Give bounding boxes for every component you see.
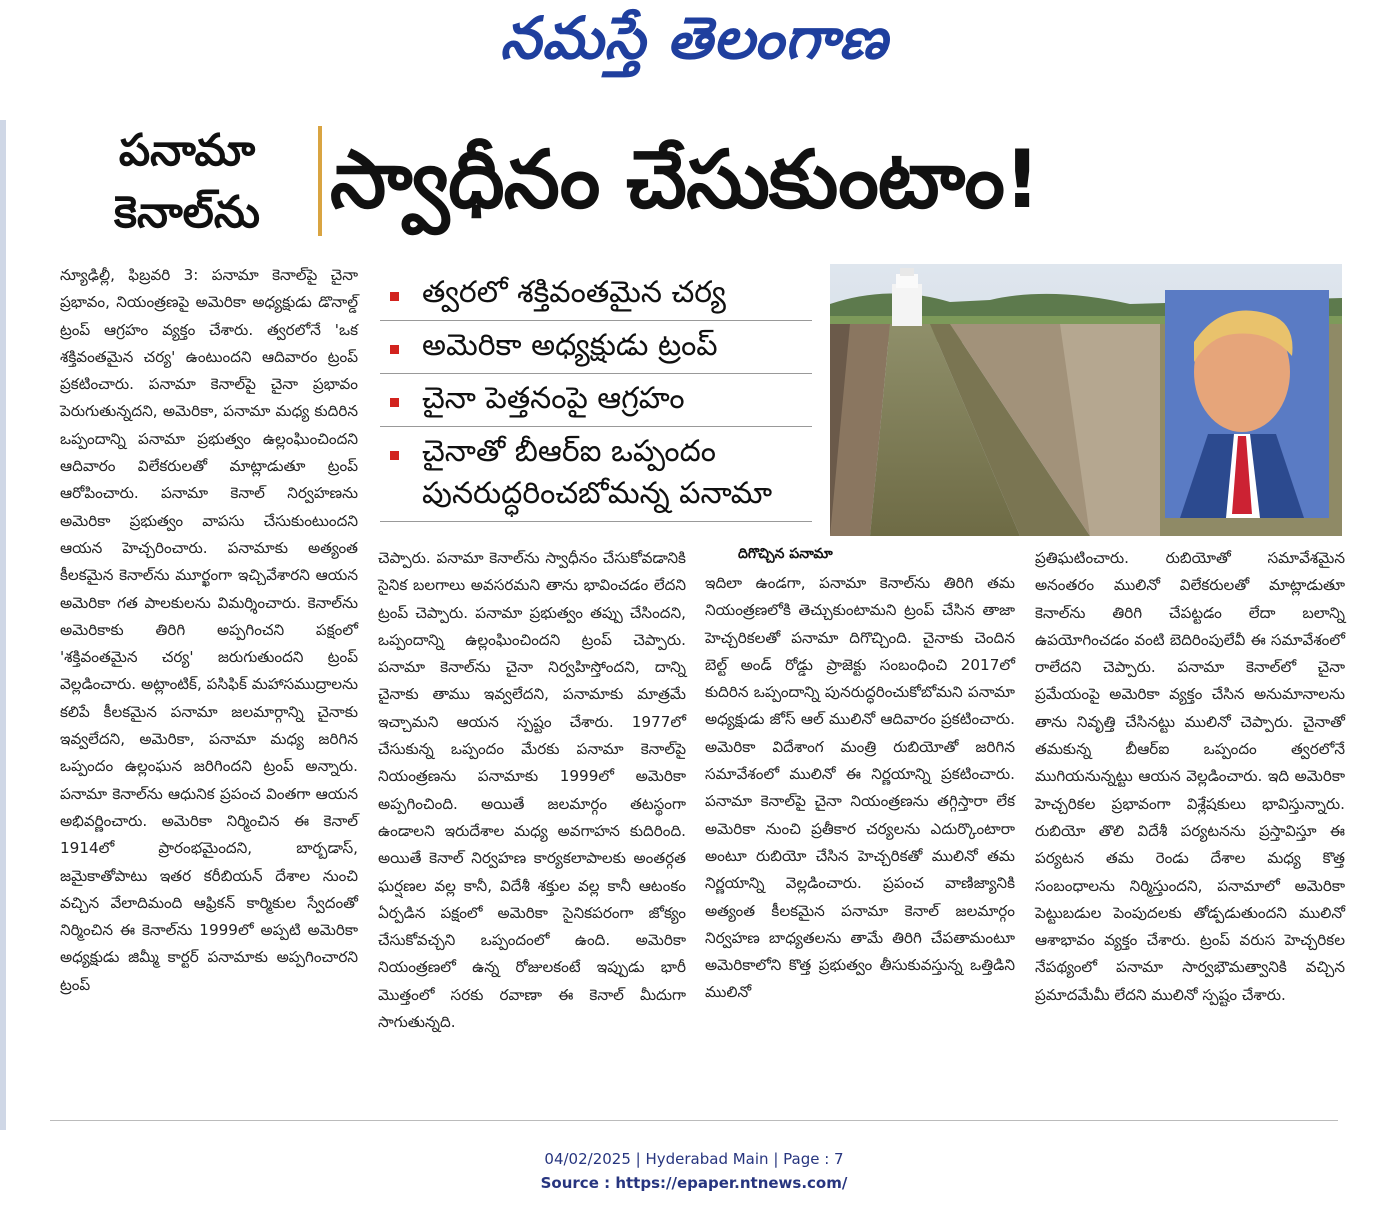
footer-date: 04/02/2025 [544,1150,631,1168]
footer-page: Page : 7 [783,1150,844,1168]
bullet-icon [390,292,399,301]
page-footer [0,1147,1388,1195]
article-column-4: ప్రతిఘటించారు. రుబియోతో సమావేశమైన అనంతరం ములినో విలేకరులతో మాట్లాడుతూ కెనాల్‌ను తిరిగి చేపట్టడం లేదా బలాన్ని ఉపయోగించడం వంటి బెదిరింపులేవీ ఈ సమావేశంలో రాలేదని చెప్పారు. పనామా కెనాల్‌లో చైనా ప్రమేయంపై అమెరికా వ్యక్తం చేసిన అనుమానాలను తాను నివృత్తి చేసినట్టు ములినో చెప్పారు. చైనాతో తమకున్న బీఆర్‌ఐ ఒప్పందం త్వరలోనే ముగియనున్నట్టు ఆయన వెల్లడించారు. ఇది అమెరికా హెచ్చరికల ప్రభావంగా విశ్లేషకులు భావిస్తున్నారు. రుబియో తొలి విదేశీ పర్యటనను ప్రస్తావిస్తూ ఈ పర్యటన తమ రెండు దేశాల మధ్య కొత్త సంబంధాలను నిర్మిస్తుందని, పనామాలో అమెరికా పెట్టుబడుల పెంపుదలకు తోడ్పడుతుందని ములినో ఆశాభావం వ్యక్తం చేశారు. ట్రంప్ వరుస హెచ్చరికల నేపథ్యంలో పనామా సార్వభౌమత్వానికి వచ్చిన ప్రమాదమేమీ లేదని ములినో స్పష్టం చేశారు. [1035,549,1345,1004]
highlight-item [380,374,812,427]
highlight-text: చైనా పెత్తనంపై ఆగ్రహం [422,381,685,416]
highlight-text: చైనాతో బీఆర్‌ఐ ఒప్పందం పునరుద్ధరించబోమన్న పనామా [422,434,773,511]
article-kicker [58,120,316,244]
highlight-text: అమెరికా అధ్యక్షుడు ట్రంప్ [422,328,718,363]
kicker-line-1: పనామా [118,125,256,176]
footer-info: 04/02/2025 | Hyderabad Main | Page : 7 [544,1150,844,1168]
ship-canal-photo [830,264,1342,536]
article-column-2: చెప్పారు. పనామా కెనాల్‌ను స్వాధీనం చేసుకోవడానికి సైనిక బలగాలు అవసరమని తాను భావించడం లేదని ట్రంప్ చెప్పారు. పనామా ప్రభుత్వం తప్పు చేసిందని, ఒప్పందాన్ని ఉల్లంఘించిందని ట్రంప్ చెప్పారు. పనామా కెనాల్‌ను చైనా నిర్వహిస్తోందని, దాన్ని చైనాకు తాము ఇవ్వలేదని, పనామాకు మాత్రమే ఇచ్చామని ఆయన స్పష్టం చేశారు. 1977లో చేసుకున్న ఒప్పందం మేరకు పనామా కెనాల్‌పై నియంత్రణను పనామాకు 1999లో అమెరికా అప్పగించింది. అయితే జలమార్గం తటస్థంగా ఉండాలని ఇరుదేశాల మధ్య అవగాహన కుదిరింది. అయితే కెనాల్ నిర్వహణ కార్యకలాపాలకు అంతర్గత ఘర్షణల వల్ల కానీ, విదేశీ శక్తుల వల్ల కానీ ఆటంకం ఏర్పడిన పక్షంలో అమెరికా సైనికపరంగా జోక్యం చేసుకోవచ్చని ఒప్పందంలో ఉంది. అమెరికా నియంత్రణలో ఉన్న రోజులకంటే ఇప్పుడు భారీ మొత్తంలో సరకు రవాణా ఈ కెనాల్ మీదుగా సాగుతున్నది. [378,549,686,1032]
kicker-line-2: కెనాల్‌ను [114,187,260,238]
article-headline: స్వాధీనం చేసుకుంటాం! [330,133,1040,226]
highlight-item [380,427,812,522]
footer-edition: Hyderabad Main [645,1150,769,1168]
footer-source: Source : https://epaper.ntnews.com/ [540,1174,848,1192]
bullet-icon [390,451,399,460]
highlights-box [380,268,812,522]
footer-divider [50,1120,1338,1121]
article-column-1: న్యూఢిల్లీ, ఫిబ్రవరి 3: పనామా కెనాల్‌పై చైనా ప్రభావం, నియంత్రణపై అమెరికా అధ్యక్షుడు డొనాల్డ్ ట్రంప్ ఆగ్రహం వ్యక్తం చేశారు. త్వరలోనే 'ఒక శక్తివంతమైన చర్య' ఉంటుందని ఆదివారం ట్రంప్ ప్రకటించారు. పనామా కెనాల్‌పై చైనా ప్రభావం పెరుగుతున్నదని, అమెరికా, పనామా మధ్య కుదిరిన ఒప్పందాన్ని పనామా ప్రభుత్వం ఉల్లంఘించిందని ఆదివారం విలేకరులతో మాట్లాడుతూ ట్రంప్ ఆరోపించారు. పనామా కెనాల్ నిర్వహణను అమెరికా ప్రభుత్వం వాపసు చేసుకుంటుందని ఆయన హెచ్చరించారు. పనామాకు అత్యంత కీలకమైన కెనాల్‌ను మూర్ఖంగా ఇచ్చివేశారని ఆయన అమెరికా గత పాలకులను విమర్శించారు. కెనాల్‌ను అమెరికాకు తిరిగి అప్పగించని పక్షంలో 'శక్తివంతమైన చర్య' జరుగుతుందని ట్రంప్ వెల్లడించారు. అట్లాంటిక్, పసిఫిక్ మహాసముద్రాలను కలిపే కీలకమైన పనామా జలమార్గాన్ని చైనాకు ఇవ్వలేదని, అమెరికా, పనామా మధ్య జరిగిన ఒప్పందం ఉల్లంఘన జరిగిందని ట్రంప్ అన్నారు. పనామా కెనాల్‌ను ఆధునిక ప్రపంచ వింతగా ఆయన అభివర్ణించారు. అమెరికా నిర్మించిన ఈ కెనాల్ 1914లో ప్రారంభమైందని, బార్బడాస్, జమైకాతోపాటు ఇతర కరీబియన్ దేశాల నుంచి వచ్చిన వేలాదిమంది ఆఫ్రికన్ కార్మికుల స్వేదంతో నిర్మించిన ఈ కెనాల్‌ను 1999లో అప్పటి అమెరికా అధ్యక్షుడు జిమ్మీ కార్టర్ పనామాకు అప్పగించారని ట్రంప్ [60,266,358,994]
article-photo [830,264,1342,536]
kicker-divider [318,126,322,236]
page-edge-divider [0,120,6,1130]
article-column-3: ఇదిలా ఉండగా, పనామా కెనాల్‌ను తిరిగి తమ నియంత్రణలోకి తెచ్చుకుంటామని ట్రంప్ చేసిన తాజా హెచ్చరికలతో పనామా దిగొచ్చింది. చైనాకు చెందిన బెల్ట్ అండ్ రోడ్డు ప్రాజెక్టు సంబంధించి 2017లో కుదిరిన ఒప్పందాన్ని పునరుద్ధరించుకోబోమని పనామా అధ్యక్షుడు జోస్ ఆల్ ములినో ఆదివారం ప్రకటించారు. అమెరికా విదేశాంగ మంత్రి రుబియోతో జరిగిన సమావేశంలో ములినో ఈ నిర్ణయాన్ని ప్రకటించారు. పనామా కెనాల్‌పై చైనా నియంత్రణను తగ్గిస్తారా లేక అమెరికా నుంచి ప్రతీకార చర్యలను ఎదుర్కొంటారా అంటూ రుబియో చేసిన హెచ్చరికతో ములినో తమ నిర్ణయాన్ని వెల్లడించారు. ప్రపంచ వాణిజ్యానికి అత్యంత కీలకమైన పనామా కెనాల్ జలమార్గం నిర్వహణ బాధ్యతలను తామే తిరిగి చేపతామంటూ అమెరికాలోని కొత్త ప్రభుత్వం తీసుకువస్తున్న ఒత్తిడిని ములినో [705,574,1015,1002]
masthead [0,0,1388,108]
highlight-item [380,321,812,374]
bullet-icon [390,398,399,407]
highlight-item [380,268,812,321]
bullet-icon [390,345,399,354]
section-subheading: దిగొచ్చిన పనామా [738,546,833,562]
highlight-text: త్వరలో శక్తివంతమైన చర్య [422,275,726,310]
masthead-logo: నమస్తే తెలంగాణ [500,4,888,72]
